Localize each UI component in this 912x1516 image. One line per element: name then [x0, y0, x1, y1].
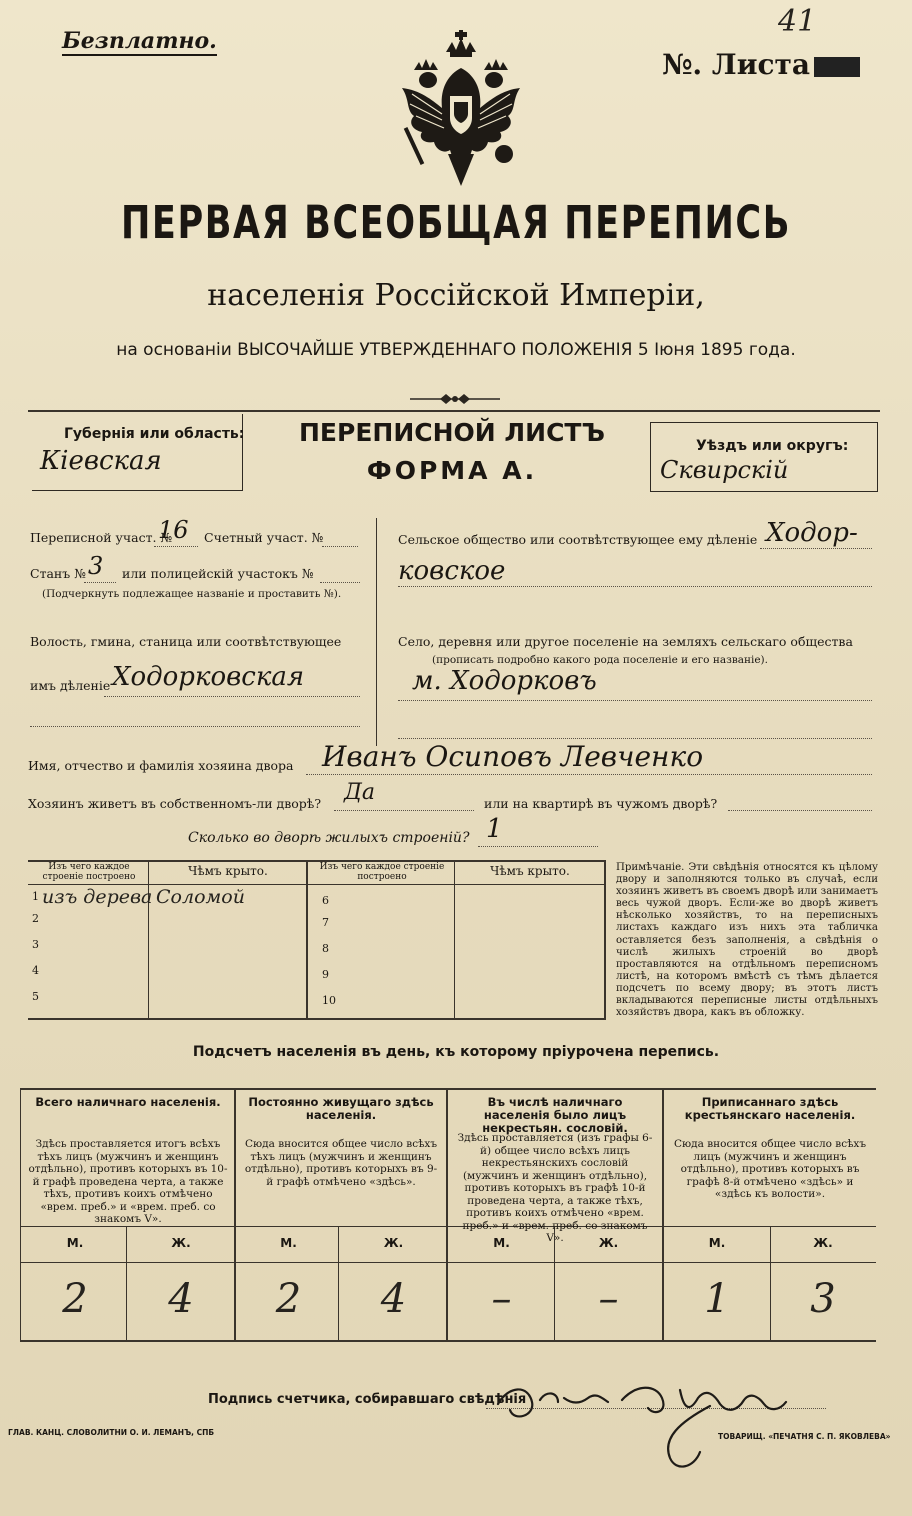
pop-col-head: Всего наличнаго населенія. [35, 1095, 221, 1109]
volost-line-2 [30, 726, 360, 727]
village-note: (прописать подробно какого рода поселеніе и его названіе). [432, 654, 768, 666]
free-label: Безплатно. [62, 28, 217, 54]
bt-col-roof: Чѣмъ крыто. [188, 864, 268, 878]
pop-table-top [20, 1088, 876, 1090]
bt-row-material: изъ дерева [42, 886, 153, 908]
male-count: 2 [275, 1276, 302, 1322]
female-label: Ж. [813, 1236, 833, 1250]
female-count: 4 [168, 1276, 194, 1322]
stan-value: 3 [88, 552, 104, 580]
bt-row-roof: Соломой [156, 886, 245, 908]
male-label: М. [708, 1236, 726, 1250]
owner-name-line [306, 774, 872, 775]
pop-col-head: Въ числѣ наличнаго населенія было лицъ некрестьян. сословій. [482, 1095, 628, 1135]
count-area-line [322, 546, 358, 547]
ink-blot [814, 57, 860, 77]
police-label: или полицейскій участокъ № [122, 566, 314, 581]
population-title: Подсчетъ населенія въ день, къ которому пріурочена перепись. [192, 1044, 720, 1060]
printer-mark-right: ТОВАРИЩ. «ПЕЧАТНЯ С. П. ЯКОВЛЕВА» [718, 1432, 891, 1441]
buildings-count-label: Сколько во дворѣ жилыхъ строеній? [188, 830, 470, 846]
gubernia-value: Кіевская [40, 446, 162, 476]
male-count: 1 [704, 1276, 730, 1322]
pop-col-desc: Здѣсь проставляется итогъ всѣхъ тѣхъ лицъ (мужчинъ и женщинъ отдѣльно), противъ которыхъ въ 10-й графѣ проведена черта, а также тѣхъ, противъ коихъ отмѣчено «врем. преб.» и «врем. преб. со знакомъ V». [28, 1138, 228, 1225]
pop-col-desc: Сюда вносится общее число всѣхъ тѣхъ лицъ (мужчинъ и женщинъ отдѣльно), противъ которыхъ въ 9-й графѣ отмѣчено «здѣсь». [244, 1138, 438, 1188]
pop-col-desc: Сюда вносится общее число всѣхъ лицъ (мужчинъ и женщинъ отдѣльно), противъ которыхъ въ графѣ 8-й отмѣчено «здѣсь» и «здѣсь къ волости». [673, 1138, 867, 1200]
gubernia-label: Губернія или область: [64, 426, 245, 442]
stan-label: Станъ № [30, 566, 87, 581]
female-label: Ж. [383, 1236, 404, 1250]
census-area-line [154, 546, 198, 547]
volost-value: Ходорковская [112, 662, 305, 692]
signature-label: Подпись счетчика, собиравшаго свѣдѣнія [208, 1392, 527, 1407]
bt-row-number: 9 [322, 968, 329, 981]
buildings-table-bottom [28, 1018, 606, 1020]
rent-line [728, 810, 872, 811]
bt-col [306, 860, 308, 1020]
page-title: ПЕРВАЯ ВСЕОБЩАЯ ПЕРЕПИСЬ [120, 196, 792, 249]
sheet-number-label [662, 48, 860, 81]
pt-col [234, 1088, 236, 1342]
bt-row-number: 1 [32, 890, 39, 903]
rent-label: или на квартирѣ въ чужомъ дворѣ? [484, 796, 718, 811]
counter-signature [484, 1370, 854, 1480]
male-label: М. [280, 1236, 297, 1250]
bt-col-material: Изъ чего каждое строеніе построено [42, 862, 136, 882]
male-count: – [491, 1276, 512, 1322]
female-count: – [598, 1276, 619, 1322]
field-divider [376, 518, 377, 746]
pt-col [338, 1226, 339, 1342]
female-count: 4 [380, 1276, 407, 1322]
owner-name-value: Иванъ Осиповъ Левченко [322, 740, 704, 773]
pop-col-desc: Здѣсь проставляется (изъ графы 6-й) общее число всѣхъ лицъ некрестьянскихъ сословій (мужчинъ и женщинъ отдѣльно), противъ которыхъ въ графѣ 10-й проведена черта, а также тѣхъ, противъ коихъ отмѣчено «врем. преб.» и «врем. преб. со знакомъ V». [457, 1132, 653, 1244]
form-subtitle: ФОРМА А. [366, 456, 538, 485]
pop-col-head: Приписаннаго здѣсь крестьянскаго населенія. [684, 1095, 856, 1122]
census-area-label: Переписной участ. № [30, 530, 173, 545]
own-yard-line [334, 810, 474, 811]
society-label: Сельское общество или соотвѣтствующее ему дѣленіе [398, 532, 758, 547]
bt-row-number: 8 [322, 942, 329, 955]
sheet-number-text: №. Листа [662, 48, 810, 81]
village-line-2 [398, 738, 872, 739]
volost-label-2: имъ дѣленіе [30, 678, 111, 693]
pt-col [446, 1088, 448, 1342]
bt-col-material-2: Изъ чего каждое строеніе построено [319, 862, 445, 882]
buildings-note: Примѣчаніе. Эти свѣдѣнія относятся къ цѣлому двору и заполняются только въ случаѣ, если хозяинъ живетъ въ своемъ дворѣ или занимаетъ весь чужой дворъ. Если-же во дворѣ живетъ нѣсколько хозяйствъ, то на переписныхъ листахъ каждаго изъ нихъ эта табличка оставляется безъ заполненія, а свѣдѣнія о числѣ жилыхъ строеній во дворѣ проставляются на отдѣльномъ переписномъ листѣ, на которомъ вмѣстѣ съ тѣмъ дѣлается подсчетъ по всему двору; въ этотъ листъ вкладываются переписные листы отдѣльныхъ хозяйствъ двора, какъ въ обложку. [616, 862, 878, 1019]
stan-note: (Подчеркнуть подлежащее названіе и проставить №). [42, 588, 342, 600]
buildings-table-headline [28, 884, 606, 885]
bt-row-number: 3 [32, 938, 39, 951]
printer-mark-left: ГЛАВ. КАНЦ. СЛОВОЛИТНИ О. И. ЛЕМАНЪ, СПБ [8, 1428, 215, 1437]
pt-col [662, 1088, 664, 1342]
top-border [28, 410, 880, 412]
bt-col-roof-2: Чѣмъ крыто. [490, 864, 570, 878]
bt-row-number: 6 [322, 894, 329, 907]
own-yard-label: Хозяинъ живетъ въ собственномъ-ли дворѣ? [28, 796, 322, 811]
bt-row-number: 4 [32, 964, 39, 977]
bt-row-number: 2 [32, 912, 39, 925]
male-label: М. [493, 1236, 510, 1250]
buildings-count-value: 1 [486, 814, 503, 844]
form-title: ПЕРЕПИСНОЙ ЛИСТЪ [299, 418, 605, 447]
count-area-label: Счетный участ. № [204, 530, 324, 545]
pop-table-val-line [20, 1262, 876, 1263]
bt-row-number: 7 [322, 916, 329, 929]
female-label: Ж. [171, 1236, 191, 1250]
bt-col [148, 860, 149, 1020]
female-count: 3 [810, 1276, 836, 1322]
uezd-value: Сквирскій [660, 456, 789, 484]
census-area-value: 16 [158, 516, 189, 544]
society-line-2 [398, 586, 872, 587]
owner-name-label: Имя, отчество и фамилія хозяина двора [28, 758, 294, 773]
bt-row-number: 10 [322, 994, 336, 1007]
village-line [398, 700, 872, 701]
bt-col [454, 860, 455, 1020]
pop-table-bottom [20, 1340, 876, 1342]
bt-row-number: 5 [32, 990, 39, 1003]
police-line [320, 582, 360, 583]
male-label: М. [66, 1236, 84, 1250]
double-headed-eagle-emblem [392, 30, 530, 190]
bt-col [604, 860, 606, 1020]
own-yard-value: Да [344, 780, 376, 805]
buildings-count-line [478, 846, 598, 847]
pop-table-mf-line [20, 1226, 876, 1227]
volost-line [104, 696, 360, 697]
pt-col [20, 1088, 21, 1342]
volost-label: Волость, гмина, станица или соотвѣтствующее [30, 634, 342, 649]
divider-ornament-icon [410, 392, 500, 406]
male-count: 2 [62, 1276, 88, 1322]
pt-col [126, 1226, 127, 1342]
village-value: м. Ходорковъ [412, 666, 597, 696]
society-value-1: Ходор- [766, 518, 858, 548]
handwritten-sheet-number: 41 [778, 4, 817, 39]
pt-col [770, 1226, 771, 1342]
stan-line [84, 582, 116, 583]
society-value-2: ковское [398, 556, 506, 586]
female-label: Ж. [598, 1236, 619, 1250]
uezd-label: Уѣздъ или округъ: [696, 438, 849, 454]
page-subtitle: населенія Россійской Имперіи, [207, 278, 705, 313]
society-line [760, 548, 872, 549]
village-label: Село, деревня или другое поселеніе на земляхъ сельскаго общества [398, 634, 853, 649]
pop-col-head: Постоянно живущаго здѣсь населенія. [248, 1095, 434, 1122]
legal-basis: на основаніи ВЫСОЧАЙШЕ УТВЕРЖДЕННАГО ПОЛОЖЕНІЯ 5 Іюня 1895 года. [116, 340, 796, 360]
